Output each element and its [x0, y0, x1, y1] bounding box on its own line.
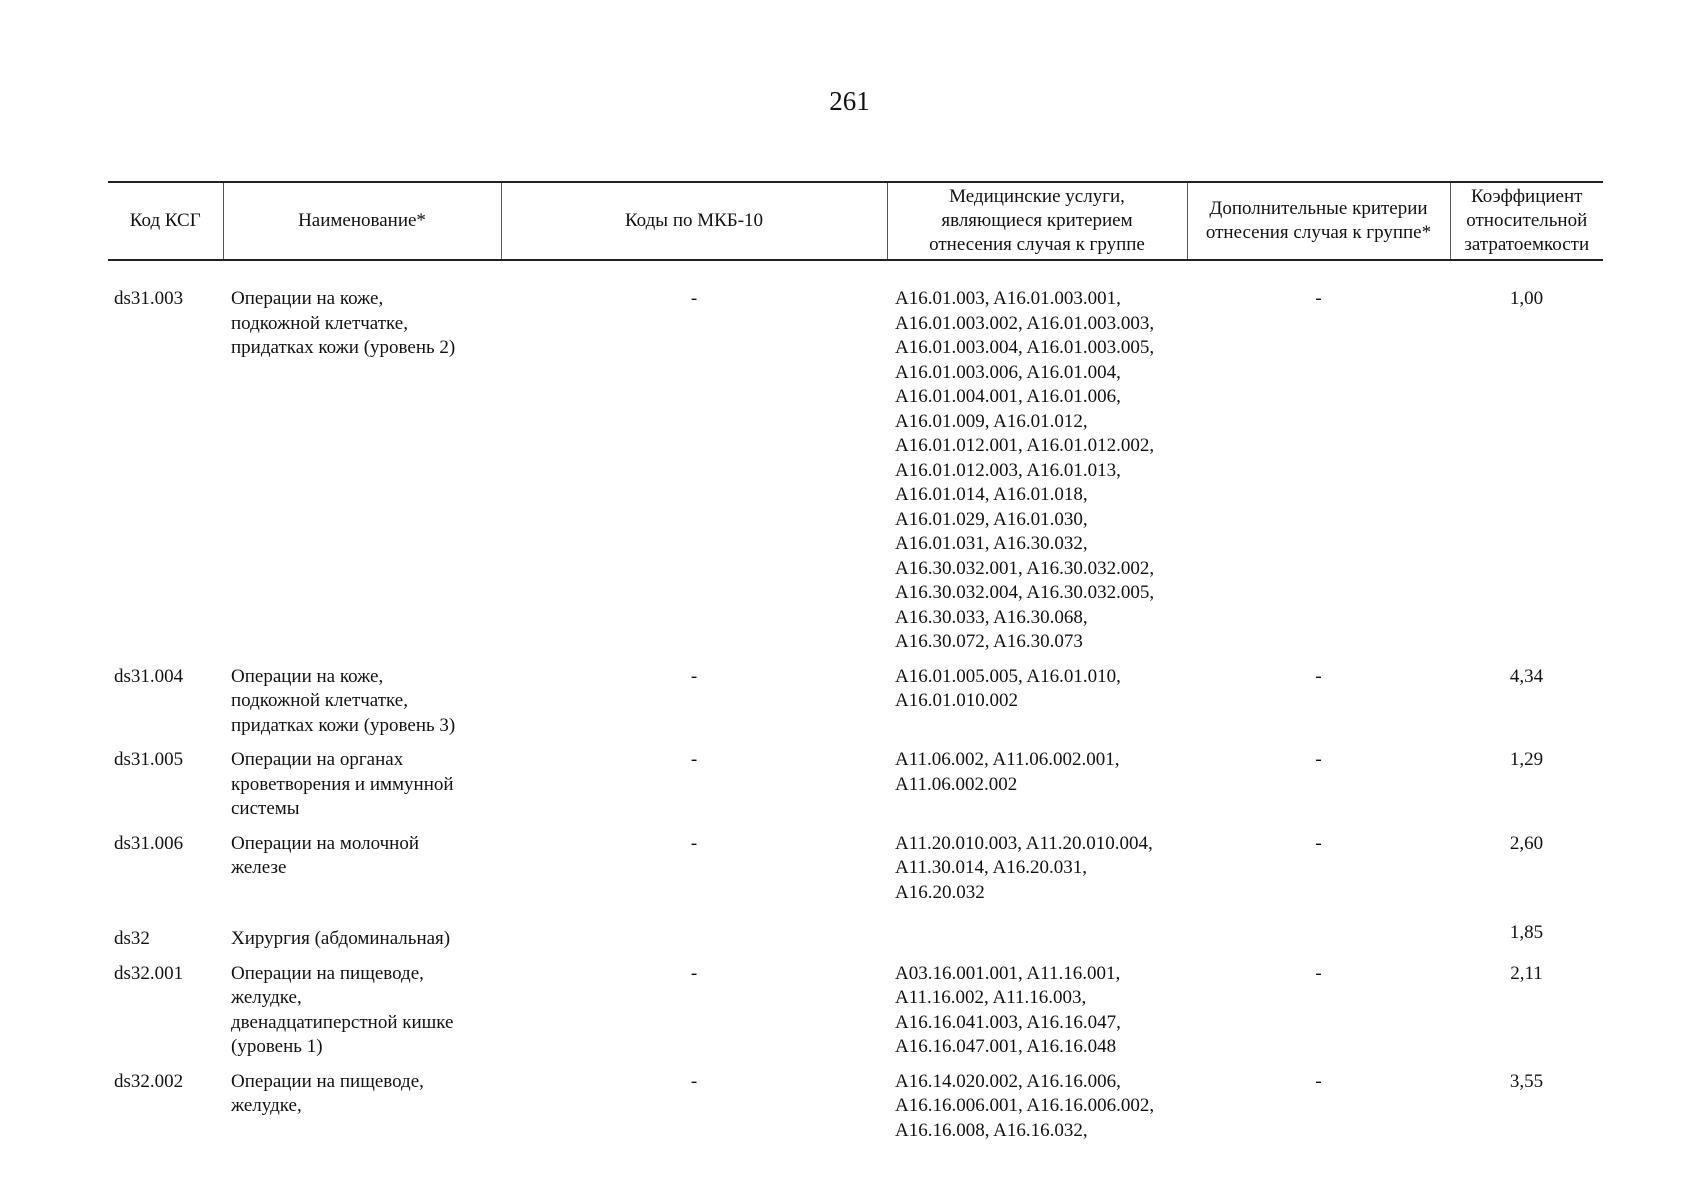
header-ksg-code: Код КСГ — [108, 182, 223, 260]
row-mkb: - — [690, 288, 698, 309]
row-mkb: - — [690, 1070, 698, 1092]
row-mkb — [501, 915, 887, 962]
row-services: A16.14.020.002, A16.16.006, A16.16.006.001, A16.16.006.002, A16.16.008, A16.16.032, — [895, 1070, 1155, 1141]
row-name: Операции на пищеводе, желудке, двенадцатиперстной кишке (уровень 1) — [231, 962, 454, 1057]
row-mkb: - — [690, 962, 698, 984]
row-criteria: - — [1315, 1070, 1322, 1092]
table-row — [108, 915, 1603, 962]
row-code: ds31.004 — [114, 665, 184, 687]
row-criteria: - — [1315, 288, 1322, 309]
row-code: ds32.001 — [114, 962, 184, 984]
row-services: A16.01.005.005, A16.01.010, A16.01.010.002 — [895, 665, 1121, 711]
row-coefficient: 1,29 — [1509, 749, 1544, 770]
row-services: A11.06.002, A11.06.002.001, A11.06.002.002 — [895, 749, 1120, 795]
row-criteria: - — [1315, 962, 1322, 984]
header-mkb-codes: Коды по МКБ-10 — [501, 182, 887, 260]
table-row — [108, 962, 1603, 1070]
row-criteria: - — [1315, 832, 1322, 854]
row-services: A11.20.010.003, A11.20.010.004, A11.30.014, A16.20.031, A16.20.032 — [895, 832, 1153, 903]
row-coefficient: 3,55 — [1509, 1070, 1544, 1092]
row-mkb: - — [690, 832, 698, 854]
header-additional-criteria: Дополнительные критерии отнесения случая к группе* — [1187, 182, 1450, 260]
row-code: ds32.002 — [114, 1070, 184, 1092]
row-coefficient: 2,11 — [1510, 962, 1543, 984]
table-row — [108, 1070, 1603, 1154]
row-name: Операции на органах кроветворения и иммунной системы — [231, 749, 454, 819]
row-mkb: - — [690, 665, 698, 687]
header-name: Наименование* — [223, 182, 501, 260]
row-services: A16.01.003, A16.01.003.001, A16.01.003.002, A16.01.003.003, A16.01.003.004, A16.01.003.005, A16.01.003.006, A16.01.004, A16.01.004.001, A16.01.006, A16.01.009, A16.01.012, A16.01.012.001, A16.01.012.002, A16.01.012.003, A16.01.013, A16.01.014, A16.01.018, A16.01.029, A16.01.030, A16.01.031, A16.30.032, A16.30.032.001, A16.30.032.002, A16.30.032.004, A16.30.032.005, A16.30.033, A16.30.068, A16.30.072, A16.30.073 — [895, 288, 1155, 652]
row-code: ds32 — [114, 928, 150, 949]
table-header-row — [108, 182, 1603, 260]
row-code: ds31.005 — [114, 749, 184, 770]
row-name: Операции на коже, подкожной клетчатке, придатках кожи (уровень 2) — [231, 288, 456, 358]
header-coefficient: Коэффициент относительной затратоемкости — [1450, 182, 1603, 260]
row-name: Операции на коже, подкожной клетчатке, придатках кожи (уровень 3) — [231, 665, 456, 736]
row-code: ds31.003 — [114, 288, 184, 309]
table-row — [108, 260, 1603, 665]
row-services — [887, 915, 1187, 962]
row-name: Хирургия (абдоминальная) — [231, 928, 451, 949]
table-row — [108, 832, 1603, 916]
row-coefficient: 4,34 — [1509, 665, 1544, 687]
row-criteria: - — [1315, 749, 1322, 770]
row-criteria: - — [1315, 665, 1322, 687]
row-coefficient: 2,60 — [1509, 832, 1544, 854]
row-mkb: - — [690, 749, 698, 770]
row-name: Операции на пищеводе, желудке, — [231, 1070, 424, 1116]
row-services: A03.16.001.001, A11.16.001, A11.16.002, A11.16.003, A16.16.041.003, A16.16.047, A16.16.047.001, A16.16.048 — [895, 962, 1121, 1057]
row-name: Операции на молочной железе — [231, 832, 420, 878]
row-criteria — [1187, 915, 1450, 962]
header-medical-services: Медицинские услуги, являющиеся критерием отнесения случая к группе — [887, 182, 1187, 260]
row-coefficient: 1,85 — [1509, 922, 1544, 943]
row-code: ds31.006 — [114, 832, 184, 854]
table-row — [108, 665, 1603, 749]
page-number: 261 — [829, 86, 870, 116]
table-row — [108, 748, 1603, 832]
ksg-table — [108, 181, 1603, 1153]
row-coefficient: 1,00 — [1509, 288, 1544, 309]
